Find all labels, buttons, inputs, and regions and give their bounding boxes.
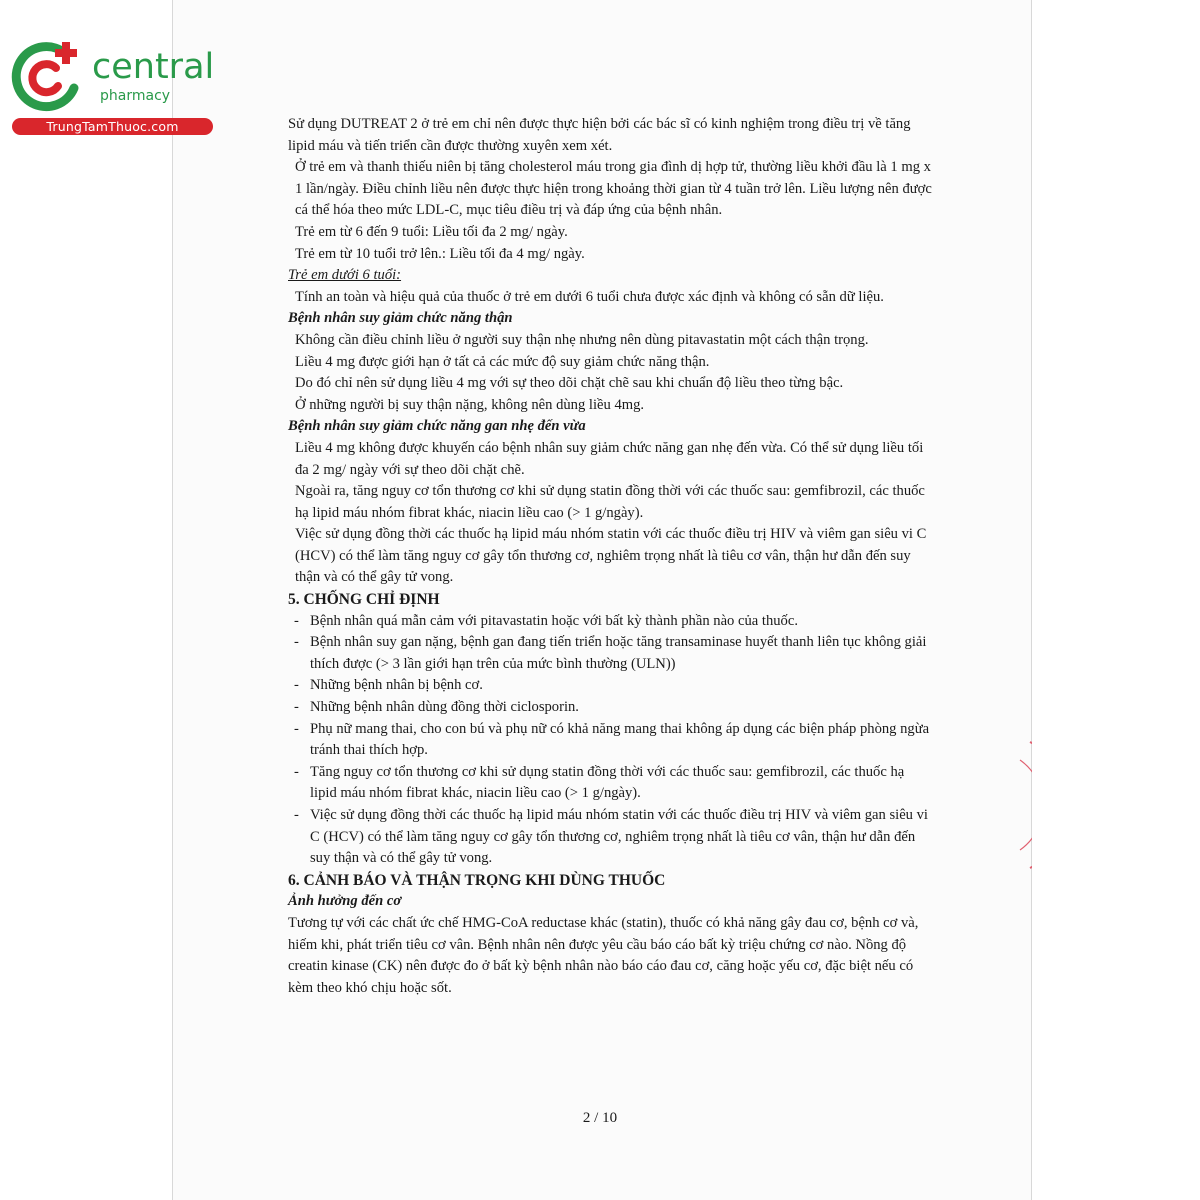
- subheading-renal-impairment: Bệnh nhân suy giảm chức năng thận: [288, 310, 513, 327]
- subheading-hepatic-impairment: Bệnh nhân suy giảm chức năng gan nhẹ đến vừa: [288, 418, 586, 435]
- paragraph: Liều 4 mg không được khuyến cáo bệnh nhân suy giảm chức năng gan nhẹ đến vừa. Có thể sử dụng liều tối đa 2 mg/ ngày với sự theo dõi chặt chẽ.: [295, 439, 924, 478]
- logo-subtitle: pharmacy: [100, 88, 171, 104]
- paragraph: Trẻ em từ 6 đến 9 tuổi: Liều tối đa 2 mg/ ngày.: [295, 223, 568, 240]
- paragraph: Do đó chỉ nên sử dụng liều 4 mg với sự theo dõi chặt chẽ sau khi chuẩn độ liều theo từng bậc.: [295, 375, 844, 392]
- paragraph: Ngoài ra, tăng nguy cơ tổn thương cơ khi sử dụng statin đồng thời với các thuốc sau: gemfibrozil, các thuốc hạ lipid máu nhóm fibrat khác, niacin liều cao (> 1 g/ngày).: [295, 483, 925, 521]
- paragraph: Sử dụng DUTREAT 2 ở trẻ em chỉ nên được thực hiện bởi các bác sĩ có kinh nghiệm trong điều trị về tăng lipid máu và tiến triển cần được thường xuyên xem xét.: [288, 116, 911, 154]
- central-pharmacy-logo[interactable]: [8, 38, 213, 138]
- paragraph: Tính an toàn và hiệu quả của thuốc ở trẻ em dưới 6 tuổi chưa được xác định và không có sẵn dữ liệu.: [295, 288, 884, 305]
- list-item: - Phụ nữ mang thai, cho con bú và phụ nữ có khả năng mang thai không áp dụng các biện pháp phòng ngừa tránh thai thích hợp.: [294, 720, 930, 759]
- logo-name: central: [92, 47, 215, 87]
- pharmacy-cross-icon: [8, 38, 92, 118]
- section-heading-warnings: 6. CẢNH BÁO VÀ THẬN TRỌNG KHI DÙNG THUỐC: [288, 871, 666, 889]
- red-stamp-icon: [1008, 740, 1032, 870]
- paragraph: Không cần điều chỉnh liều ở người suy thận nhẹ nhưng nên dùng pitavastatin một cách thận trọng.: [295, 331, 869, 348]
- list-item: - Bệnh nhân suy gan nặng, bệnh gan đang tiến triển hoặc tăng transaminase huyết thanh liên tục không giải thích được (> 3 lần giới hạn trên của mức bình thường (ULN)): [294, 634, 927, 672]
- document-body: [288, 114, 933, 999]
- subheading-muscle-effects: Ảnh hưởng đến cơ: [288, 893, 402, 910]
- list-item: - Những bệnh nhân dùng đồng thời ciclosporin.: [294, 699, 579, 716]
- paragraph: Việc sử dụng đồng thời các thuốc hạ lipid máu nhóm statin với các thuốc điều trị HIV và viêm gan siêu vi C (HCV) có thể làm tăng nguy cơ gây tổn thương cơ, nghiêm trọng nhất là tiêu cơ vân, thận hư dẫn đến suy thận và có thể gây tử vong.: [295, 526, 927, 586]
- subheading-children-under-6: Trẻ em dưới 6 tuổi:: [288, 267, 402, 284]
- paragraph: Trẻ em từ 10 tuổi trở lên.: Liều tối đa 4 mg/ ngày.: [295, 245, 585, 262]
- logo-url: TrungTamThuoc.com: [12, 118, 213, 135]
- list-item: - Việc sử dụng đồng thời các thuốc hạ lipid máu nhóm statin với các thuốc điều trị HIV và viêm gan siêu vi C (HCV) có thể làm tăng nguy cơ gây tổn thương cơ, nghiêm trọng nhất là tiêu cơ vân, thận hư dẫn đến suy thận và có thể gây tử vong.: [294, 807, 928, 867]
- paragraph: Liều 4 mg được giới hạn ở tất cả các mức độ suy giảm chức năng thận.: [295, 353, 710, 370]
- paragraph: Ở những người bị suy thận nặng, không nên dùng liều 4mg.: [295, 396, 645, 413]
- paragraph: Tương tự với các chất ức chế HMG-CoA reductase khác (statin), thuốc có khả năng gây đau cơ, bệnh cơ và, hiếm khi, phát triển tiêu cơ vân. Bệnh nhân nên được yêu cầu báo cáo bất kỳ triệu chứng cơ nào. Nồng độ creatin kinase (CK) nên được đo ở bất kỳ bệnh nhân nào báo cáo đau cơ, căng hoặc yếu cơ, đặc biệt nếu có kèm theo khó chịu hoặc sốt.: [288, 914, 919, 996]
- list-item: - Bệnh nhân quá mẫn cảm với pitavastatin hoặc với bất kỳ thành phần nào của thuốc.: [294, 612, 798, 629]
- page-number: 2 / 10: [582, 1110, 618, 1126]
- section-heading-contraindications: 5. CHỐNG CHỈ ĐỊNH: [288, 591, 440, 609]
- list-item: - Tăng nguy cơ tổn thương cơ khi sử dụng statin đồng thời với các thuốc sau: gemfibrozil, các thuốc hạ lipid máu nhóm fibrat khác, niacin liều cao (> 1 g/ngày).: [294, 763, 905, 802]
- list-item: - Những bệnh nhân bị bệnh cơ.: [294, 677, 483, 694]
- paragraph: Ở trẻ em và thanh thiếu niên bị tăng cholesterol máu trong gia đình dị hợp tử, thường liều khởi đầu là 1 mg x 1 lần/ngày. Điều chỉnh liều nên được thực hiện trong khoảng thời gian từ 4 tuần trở lên. Liều lượng nên được cá thể hóa theo mức LDL-C, mục tiêu điều trị và đáp ứng của bệnh nhân.: [295, 159, 932, 219]
